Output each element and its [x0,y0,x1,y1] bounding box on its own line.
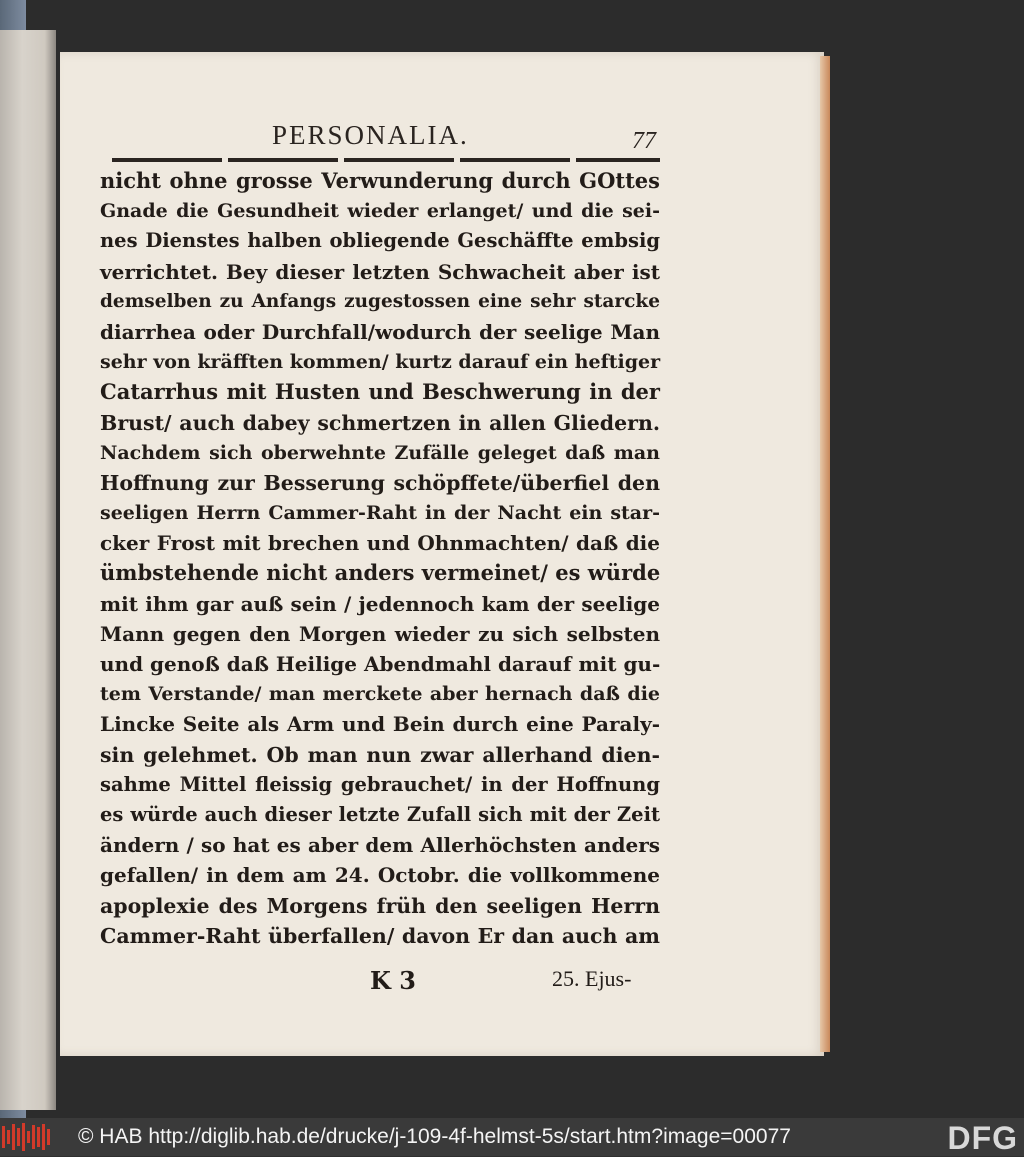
text-line: sin gelehmet. Ob man nun zwar allerhand dien- [100,742,660,767]
text-line: Gnade die Gesundheit wieder erlanget/ und die sei- [100,200,660,223]
text-line: gefallen/ in dem am 24. Octobr. die vollkommene [100,863,660,888]
catchword: 25. Ejus- [552,966,632,991]
text-line: nicht ohne grosse Verwunderung durch GOttes [100,168,660,193]
text-line: Catarrhus mit Husten und Beschwerung in der [100,379,660,405]
text-line: cker Frost mit brechen und Ohnmachten/ daß die [100,531,660,556]
text-line: Nachdem sich oberwehnte Zufälle geleget daß man [100,441,660,464]
footer-bar [0,1118,1024,1156]
text-line: seeligen Herrn Cammer-Raht in der Nacht ein star- [100,502,660,525]
text-line: diarrhea oder Durchfall/wodurch der seelige Man [100,319,660,344]
page-edge-right [820,56,830,1052]
hab-logo-icon [2,1122,50,1152]
text-line: Hoffnung zur Besserung schöpffete/überfiel den [100,470,660,495]
left-page-edge [0,30,56,1110]
text-line: ändern / so hat es aber dem Allerhöchsten anders [100,833,660,858]
text-line: es würde auch dieser letzte Zufall sich mit der Zeit [100,802,660,826]
text-line: nes Dienstes halben obliegende Geschäffte embsig [100,229,660,253]
text-line: sahme Mittel fleissig gebrauchet/ in der Hoffnung [100,772,660,796]
text-line: verrichtet. Bey dieser letzten Schwacheit aber ist [100,259,660,284]
text-line: Mann gegen den Morgen wieder zu sich selbsten [100,621,660,646]
body-text [100,166,660,951]
text-line: ümbstehende nicht anders vermeinet/ es würde [100,560,661,586]
page-number: 77 [632,128,656,154]
text-line: sehr von kräfften kommen/ kurtz darauf ein heftiger [100,351,661,374]
text-line: tem Verstande/ man merckete aber hernach daß die [100,683,660,706]
running-head: PERSONALIA. [272,120,469,150]
text-line: und genoß daß Heilige Abendmahl darauf mit gu- [100,652,661,676]
text-line: demselben zu Anfangs zugestossen eine sehr starcke [100,290,660,312]
text-line: Brust/ auch dabey schmertzen in allen Gliedern. [100,410,660,435]
dfg-logo: DFG [947,1120,1018,1156]
footer-copyright-url[interactable]: © HAB http://diglib.hab.de/drucke/j-109-4f-helmst-5s/start.htm?image=00077 [78,1125,791,1148]
text-line: Cammer-Raht überfallen/ davon Er dan auch am [100,923,660,948]
text-line: mit ihm gar auß sein / jedennoch kam der seelige [100,591,660,616]
text-line: apoplexie des Morgens früh den seeligen Herrn [100,893,660,918]
signature-mark: K 3 [370,966,416,995]
text-line: Lincke Seite als Arm und Bein durch eine Paraly- [100,712,660,737]
head-rule [112,158,660,162]
